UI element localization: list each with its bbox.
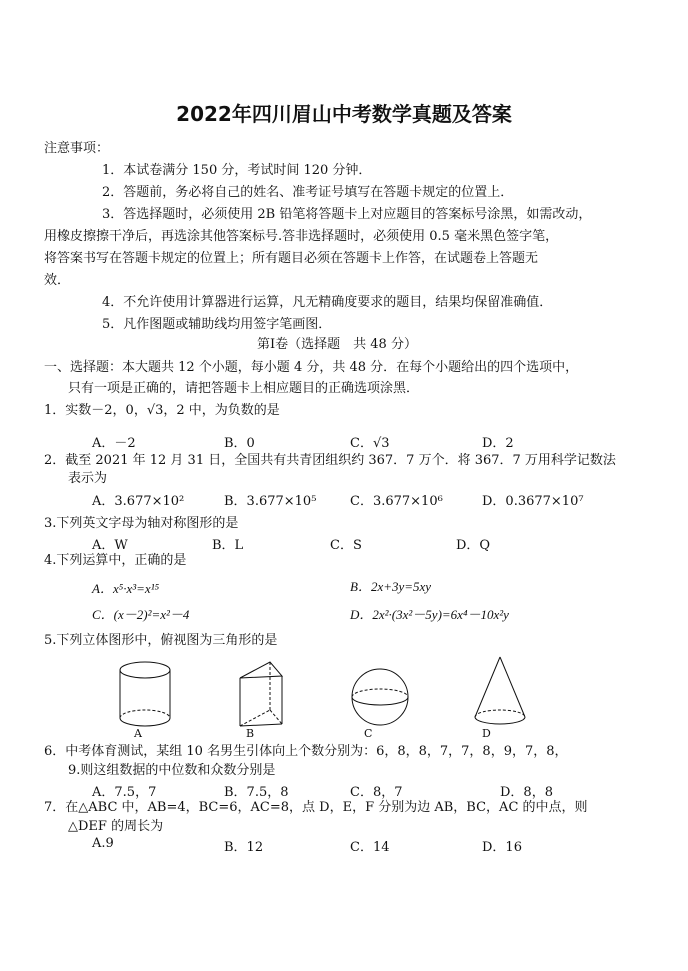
page-title: 2022年四川眉山中考数学真题及答案 [176,102,512,126]
q2-option-d: D．0.3677×10⁷ [482,494,584,509]
q1-option-d: D．2 [482,436,514,451]
notice-item: 4．不允许使用计算器进行运算，凡无精确度要求的题目，结果均保留准确值． [102,295,553,310]
notice-item: 2．答题前，务必将自己的姓名、准考证号填写在答题卡规定的位置上． [102,185,514,200]
q2-option-c: C．3.677×10⁶ [350,494,443,509]
q1-option-c: C．√3 [350,436,390,451]
q4-option-b: B．2x+3y=5xy [350,579,432,594]
part-one-instructions-cont: 只有一项是正确的，请把答题卡上相应题目的正确选项涂黑． [68,381,420,396]
figure-label-d: D [482,727,491,740]
question-3-stem: 3.下列英文字母为轴对称图形的是 [44,516,239,531]
q4-option-d: D．2x²·(3x²－5y)=6x⁴－10x²y [350,607,509,622]
q2-option-b: B．3.677×10⁵ [224,494,317,509]
figure-label-a: A [134,727,142,740]
section-title: 第Ⅰ卷（选择题 共 48 分） [257,337,417,352]
figure-label-b: B [246,727,255,740]
question-5-stem: 5.下列立体图形中，俯视图为三角形的是 [44,633,278,648]
notice-item: 效． [44,273,71,288]
q6-option-d: D．8，8 [500,785,553,800]
question-1-stem: 1．实数－2，0，√3，2 中，为负数的是 [44,403,280,418]
q7-option-d: D．16 [482,840,522,855]
cylinder-figure [115,660,175,730]
q2-option-a: A．3.677×10² [92,494,185,509]
q6-option-b: B．7.5，8 [224,785,289,800]
question-4-stem: 4.下列运算中，正确的是 [44,553,187,568]
question-6-stem-cont: 9.则这组数据的中位数和众数分别是 [68,763,276,778]
notice-item: 5．凡作图题或辅助线均用签字笔画图． [102,317,332,332]
part-one-instructions: 一、选择题：本大题共 12 个小题，每小题 4 分，共 48 分．在每个小题给出的四个选项中， [44,360,579,375]
sphere-figure [348,667,412,731]
q7-option-c: C．14 [350,840,390,855]
notice-heading: 注意事项： [44,141,110,156]
question-2-stem: 2．截至 2021 年 12 月 31 日，全国共有共青团组织约 367．7 万个．将 367．7 万用科学记数法 [44,453,616,468]
notice-item: 用橡皮擦擦干净后，再选涂其他答案标号.答非选择题时，必须使用 0.5 毫米黑色签字笔， [44,229,559,244]
question-7-stem: 7．在△ABC 中，AB=4，BC=6，AC=8，点 D，E，F 分别为边 AB，BC，AC 的中点，则 [44,800,588,815]
q3-option-d: D．Q [456,538,491,553]
q7-option-a: A.9 [92,836,114,851]
q4-option-a: A．x⁵·x³=x¹⁵ [92,581,160,596]
notice-item: 1．本试卷满分 150 分，考试时间 120 分钟． [102,163,372,178]
triangular-prism-figure [232,660,292,735]
question-6-stem: 6．中考体育测试，某组 10 名男生引体向上个数分别为：6，8，8，7，7，8，9，7，8， [44,744,568,759]
q4-option-c: C．(x－2)²=x²－4 [92,607,190,622]
question-7-stem-cont: △DEF 的周长为 [68,819,164,834]
q1-option-a: A．－2 [92,436,136,451]
q6-option-c: C．8，7 [350,785,403,800]
q3-option-c: C．S [330,538,362,553]
figure-label-c: C [364,727,373,740]
q7-option-b: B．12 [224,840,264,855]
q6-option-a: A．7.5，7 [92,785,157,800]
q3-option-a: A．W [92,538,128,553]
notice-item: 将答案书写在答题卡规定的位置上；所有题目必须在答题卡上作答，在试题卷上答题无 [44,251,539,266]
cone-figure [470,655,530,733]
question-2-stem-cont: 表示为 [68,471,108,486]
notice-item: 3．答选择题时，必须使用 2B 铅笔将答题卡上对应题目的答案标号涂黑，如需改动， [102,207,592,222]
q1-option-b: B．0 [224,436,255,451]
q3-option-b: B．L [212,538,244,553]
